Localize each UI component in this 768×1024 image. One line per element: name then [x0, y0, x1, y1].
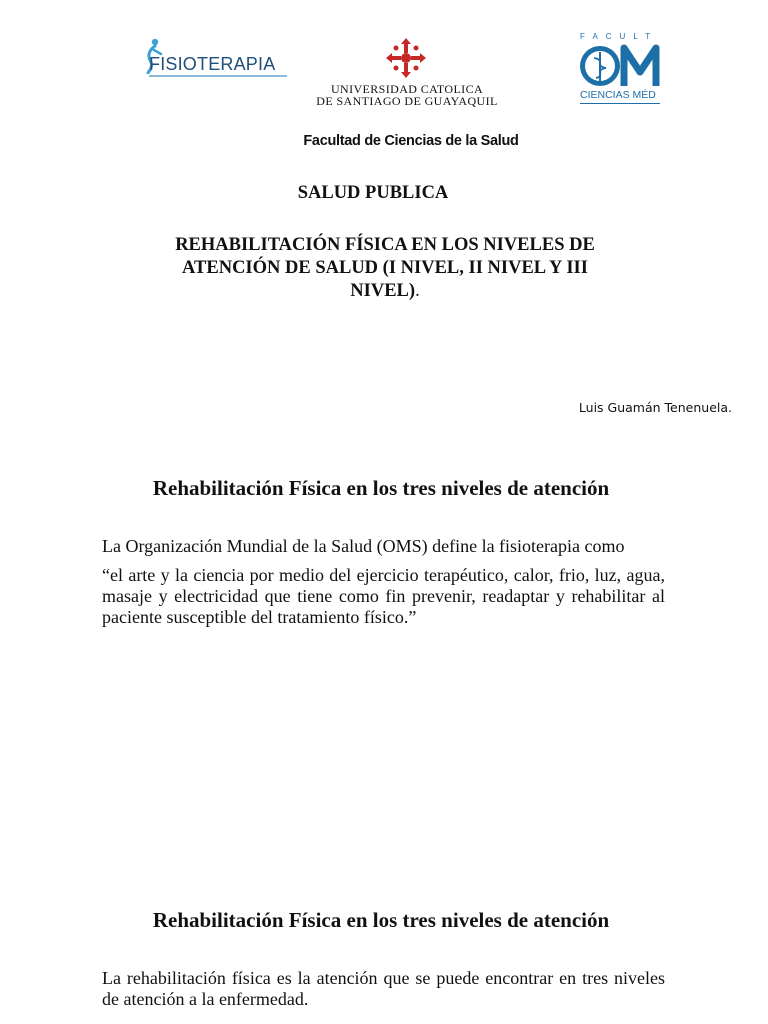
logo-underline [149, 75, 287, 77]
author-name: Luis Guamán Tenenuela. [578, 400, 732, 415]
section-paragraph: La rehabilitación física es la atención que se puede encontrar en tres niveles de atención a la enfermedad. [102, 968, 665, 1009]
document-title-text: REHABILITACIÓN FÍSICA EN LOS NIVELES DE ATENCIÓN DE SALUD (I NIVEL, II NIVEL Y III NIVEL) [175, 235, 595, 301]
logo-top-text: FACULT [580, 32, 659, 41]
cross-icon [382, 36, 430, 80]
logo-sub-text: CIENCIAS MÉD [580, 89, 656, 101]
document-title [160, 234, 610, 303]
section-paragraph: “el arte y la ciencia por medio del ejercicio terapéutico, calor, frio, luz, agua, masaje y electricidad que tiene como fin prevenir, readaptar y rehabilitar al paciente susceptible del tratamiento físico.” [102, 565, 665, 627]
university-logo [300, 36, 514, 110]
section-paragraph: La Organización Mundial de la Salud (OMS) define la fisioterapia como [102, 536, 625, 556]
title-period: . [415, 281, 420, 301]
faculty-name: Facultad de Ciencias de la Salud [303, 133, 519, 149]
university-name-line2: DE SANTIAGO DE GUAYAQUIL [316, 94, 498, 108]
caduceus-emblem-icon [578, 42, 662, 90]
university-name-line1: UNIVERSIDAD CATOLICA [330, 82, 484, 96]
ciencias-medicas-logo [578, 32, 662, 106]
section-heading: Rehabilitación Física en los tres niveles de atención [152, 476, 610, 500]
logo-underline [580, 103, 660, 104]
fisioterapia-logo [143, 38, 291, 82]
fisioterapia-logo-text: FISIOTERAPIA [149, 54, 276, 74]
section-heading: Rehabilitación Física en los tres niveles de atención [152, 908, 610, 932]
subject-title: SALUD PUBLICA [297, 183, 449, 203]
